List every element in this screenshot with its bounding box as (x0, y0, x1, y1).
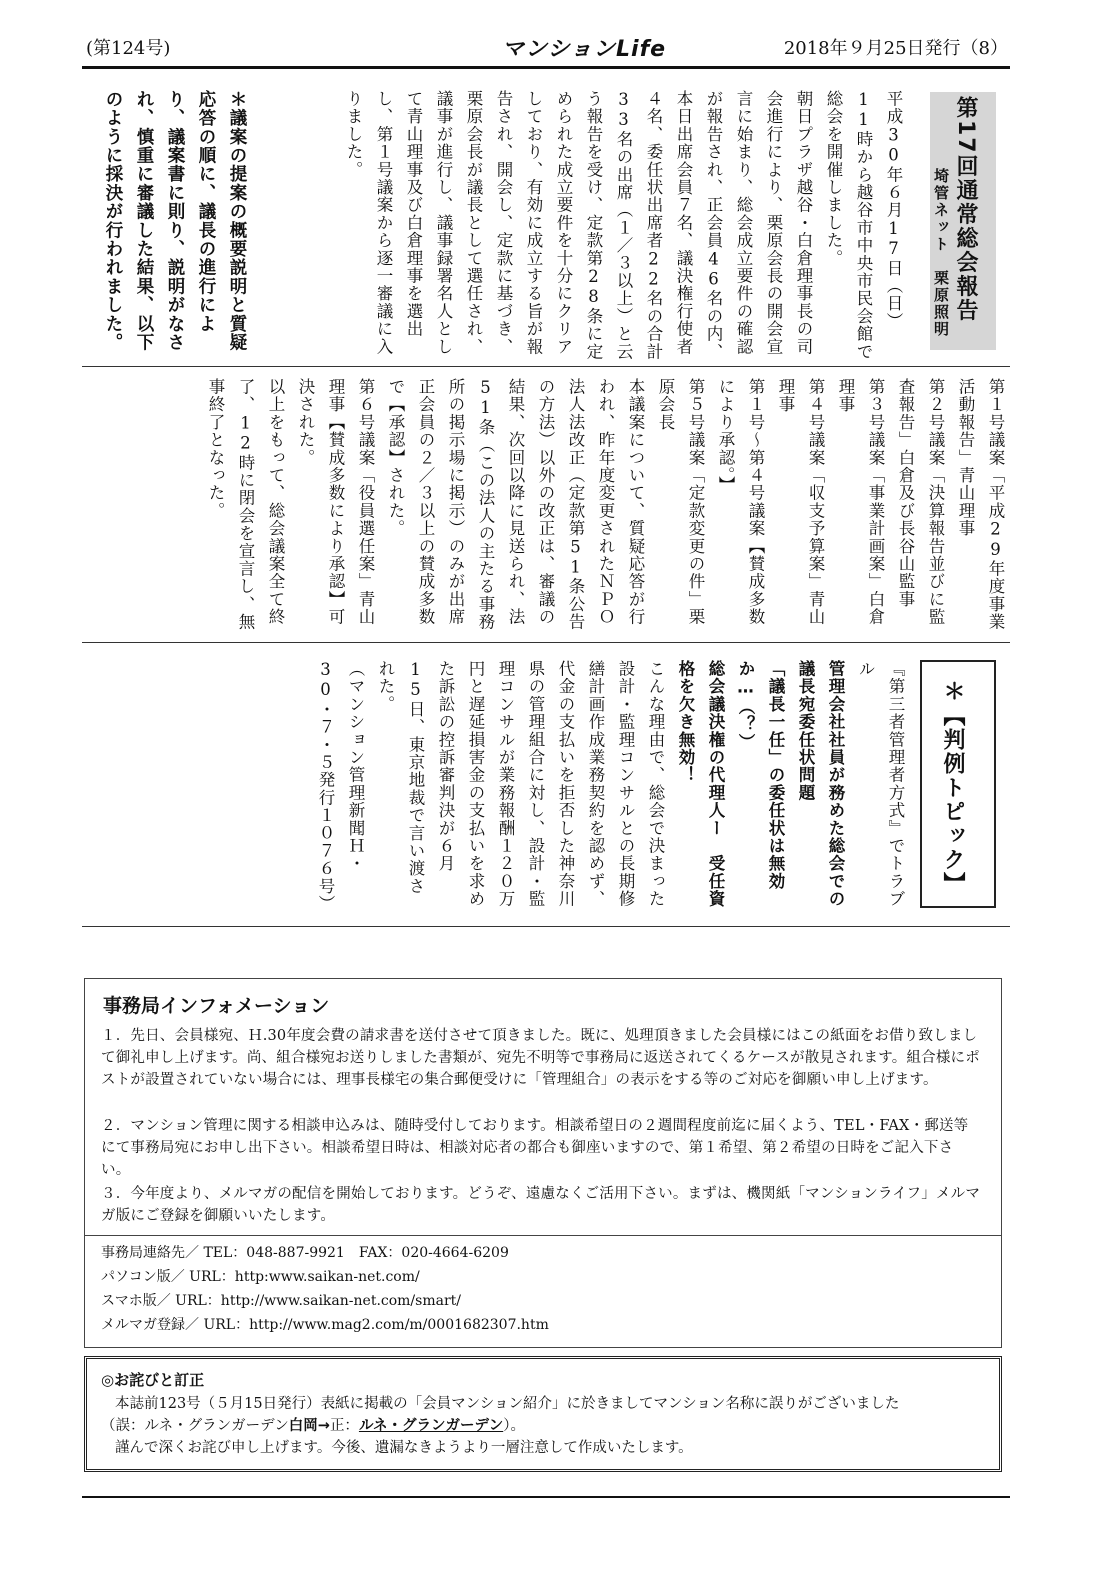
correction-label: 正： (329, 1418, 359, 1434)
office-info-title: 事務局インフォメーション (103, 995, 330, 1017)
agenda-body (200, 378, 1010, 633)
row-divider (82, 926, 1010, 927)
footer-rule (82, 1496, 1010, 1498)
contact-phone: 事務局連絡先／ TEL：048-887-9921 FAX：020-4664-6209 (101, 1245, 509, 1261)
correction-wrong-name: 白岡 (288, 1418, 318, 1434)
contact-smartphone-url[interactable]: スマホ版／ URL：http://www.saikan-net.com/smart/ (101, 1293, 461, 1309)
apology-line: 本誌前123号（５月15日発行）表紙に掲載の「会員マンション紹介」に於きましてマンション名称に誤りがございました (115, 1396, 900, 1412)
topic-paragraph: 『第三者管理者方式』でトラブル (856, 660, 905, 908)
topic-body (310, 660, 910, 913)
agenda-paragraph: 第２号議案「決算報告並びに監査報告」白倉及び長谷山監事 (896, 378, 945, 626)
correction-right-name: ルネ・グランガーデン (358, 1418, 504, 1434)
report-paragraph: 朝日プラザ越谷・白倉理事長の司会進行により、栗原会長の開会宣言に始まり、総会成立要件の確認が報告され、正会員46名の内、本日出席会員７名、議決権行使者４名、委任状出席者22名の合計33名の出席（１／３以上）と云う報告を受け、定款第28条に定められた成立要件を十分にクリアしており、有効に成立する旨が報告され、開会し、定款に基づき、栗原会長が議長として選任され、議事が進行し、議事録署名人として青山理事及び白倉理事を選出し、第１号議案から逐一審議に入りました。 (344, 90, 813, 361)
apology-correction (101, 1415, 991, 1437)
apology-box (84, 1356, 1002, 1472)
info-item: ３．今年度より、メルマガの配信を開始しております。どうぞ、遠慮なくご活用下さい。まずは、機関紙「マンションライフ」メルマガ版にご登録を御願いいたします。 (101, 1186, 981, 1224)
info-item: １．先日、会員様宛、Ｈ.30年度会費の請求書を送付させて頂きました。既に、処理頂きました会員様にはこの紙面をお借り致しまして御礼申し上げます。尚、組合様宛お送りしました書類が、宛先不明等で事務局に返送されてくるケースが散見されます。組合様にポストが設置されていない場合には、理事長様宅の集合郵便受けに「管理組合」の表示をする等のご対応を御願い申し上げます。 (101, 1028, 980, 1088)
report-body (338, 90, 908, 362)
newsletter-title: マンションLife (502, 37, 667, 62)
apology-line: 謹んで深くお詫び申し上げます。今後、遺漏なきようより一層注意して作成いたします。 (115, 1440, 693, 1456)
apology-title: ◎お詫びと訂正 (101, 1371, 205, 1389)
topic-heading: 管理会社社員が務めた総会での議長宛委任状問題 (796, 660, 845, 908)
agenda-paragraph: 第３号議案「事業計画案」白倉理事 (836, 378, 885, 626)
correction-suffix: ）。 (503, 1418, 525, 1434)
header-rule (82, 66, 1010, 69)
agenda-paragraph: 本議案について、質疑応答が行われ、昨年度変更されたＮＰＯ法人法改正（定款第51条公告の方法）以外の改正は、審議の結果、次回以降に見送られ、法51条（この法人の主たる事務所の掲示場に掲示）のみが出席正会員の２／３以上の賛成多数で【承認】された。 (386, 378, 645, 631)
issue-number: (第124号) (86, 38, 171, 59)
contact-pc-url[interactable]: パソコン版／ URL：http:www.saikan-net.com/ (101, 1269, 420, 1285)
info-divider (85, 1235, 1001, 1236)
report-note: ＊議案の提案の概要説明と質疑応答の順に、議長の進行により、議案書に則り、説明がなされ、慎重に審議した結果、以下のように採決が行われました。 (103, 90, 247, 352)
report-author: 埼管ネット 栗原照明 (932, 168, 950, 338)
topic-paragraph: こんな理由で、総会で決まった設計・監理コンサルとの長期修繕計画作成業務契約を認めず、代金の支払いを拒否した神奈川県の管理組合に対し、設計・監理コンサルが業務報酬１２０万円と遅延損害金の支払いを求めた訴訟の控訴審判決が６月15日、東京地裁で言い渡された。 (376, 660, 665, 908)
agenda-paragraph: 第６号議案「役員選任案」青山理事【賛成多数により承認】可決された。 (296, 378, 375, 626)
topic-label: ＊【判例トピック】 (940, 680, 965, 896)
correction-prefix: （誤：ルネ・グランガーデン (101, 1418, 289, 1434)
agenda-paragraph: 第４号議案「収支予算案」青山理事 (776, 378, 825, 626)
agenda-paragraph: 第１号議案「平成29年度事業活動報告」青山理事 (956, 378, 1005, 631)
agenda-paragraph: 以上をもって、総会議案全て終了、12時に閉会を宣言し、無事終了となった。 (206, 378, 285, 631)
topic-source: （マンション管理新聞Ｈ・30・７・５発行１０７６号） (316, 660, 365, 913)
info-item: ２．マンション管理に関する相談申込みは、随時受付しております。相談希望日の２週間程度前迄に届くよう、TEL・FAX・郵送等にて事務局宛にお申し出下さい。相談希望日時は、相談対応者の都合も御座いますので、第１希望、第２希望の日時をご記入下さい。 (101, 1118, 969, 1178)
row-divider (82, 366, 1010, 367)
arrow-icon: → (317, 1418, 330, 1434)
row-divider (82, 642, 1010, 643)
topic-heading: 「議長一任」の委任状は無効か…（？） (736, 660, 785, 891)
report-title: 第17回通常総会報告 (953, 96, 978, 323)
report-paragraph: 平成30年６月17日（日）11時から越谷市中央市民会館で総会を開催しました。 (824, 90, 903, 361)
contact-mailmag-url[interactable]: メルマガ登録／ URL：http://www.mag2.com/m/0001682307.htm (101, 1317, 549, 1333)
page-header (82, 32, 1012, 66)
topic-heading: 総会議決権の代理人ー 受任資格を欠き無効！ (676, 660, 725, 908)
agenda-paragraph: 第１号〜第４号議案【賛成多数により承認。】 (716, 378, 765, 626)
agenda-paragraph: 第５号議案「定款変更の件」栗原会長 (656, 378, 705, 626)
issue-date: 2018年９月25日発行（8） (783, 38, 1008, 59)
office-info-box (84, 978, 1002, 1348)
